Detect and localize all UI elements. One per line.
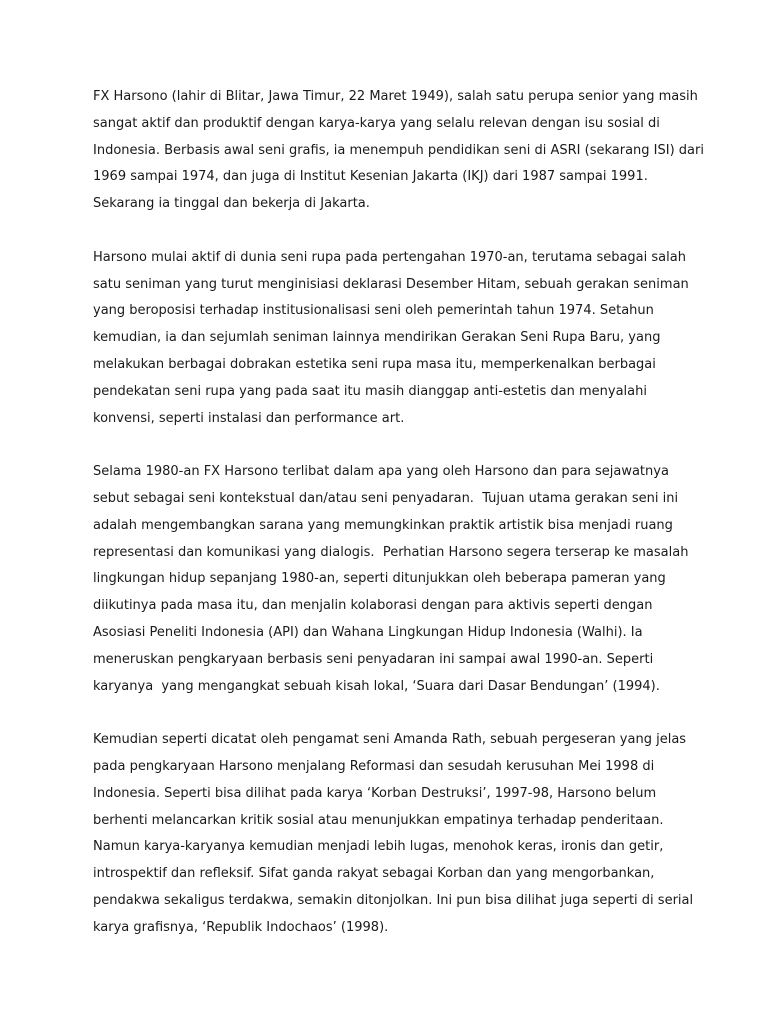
- text-line: introspektif dan refleksif. Sifat ganda rakyat sebagai Korban dan yang mengorbankan,: [93, 866, 655, 882]
- text-line: Namun karya-karyanya kemudian menjadi lebih lugas, menohok keras, ironis dan getir,: [93, 839, 664, 855]
- text-line: sebut sebagai seni kontekstual dan/atau seni penyadaran. Tujuan utama gerakan seni ini: [93, 490, 679, 506]
- text-line: berhenti melancarkan kritik sosial atau menunjukkan empatinya terhadap penderitaan.: [93, 812, 664, 828]
- text-line: representasi dan komunikasi yang dialogis. Perhatian Harsono segera terserap ke masalah: [93, 544, 689, 560]
- text-line: pada pengkaryaan Harsono menjalang Reformasi dan sesudah kerusuhan Mei 1998 di: [93, 758, 655, 774]
- text-line: satu seniman yang turut menginisiasi deklarasi Desember Hitam, sebuah gerakan seniman: [93, 276, 689, 292]
- text-line: karya grafisnya, ‘Republik Indochaos’ (1998).: [93, 919, 389, 935]
- paragraph-1: [93, 84, 704, 218]
- text-line: 1969 sampai 1974, dan juga di Institut Kesenian Jakarta (IKJ) dari 1987 sampai 1991.: [93, 169, 648, 185]
- text-line: kemudian, ia dan sejumlah seniman lainnya mendirikan Gerakan Seni Rupa Baru, yang: [93, 330, 661, 346]
- text-line: sangat aktif dan produktif dengan karya-karya yang selalu relevan dengan isu sosial di: [93, 115, 660, 131]
- paragraph-2: [93, 245, 689, 433]
- text-line: Asosiasi Peneliti Indonesia (API) dan Wahana Lingkungan Hidup Indonesia (Walhi). Ia: [93, 624, 643, 640]
- text-line: Indonesia. Berbasis awal seni grafis, ia menempuh pendidikan seni di ASRI (sekarang ISI) dari: [93, 142, 704, 158]
- text-line: Sekarang ia tinggal dan bekerja di Jakarta.: [93, 196, 370, 212]
- text-line: adalah mengembangkan sarana yang memungkinkan praktik artistik bisa menjadi ruang: [93, 517, 673, 533]
- text-line: meneruskan pengkaryaan berbasis seni penyadaran ini sampai awal 1990-an. Seperti: [93, 651, 654, 667]
- text-line: diikutinya pada masa itu, dan menjalin kolaborasi dengan para aktivis seperti dengan: [93, 598, 653, 614]
- text-line: pendekatan seni rupa yang pada saat itu masih dianggap anti-estetis dan menyalahi: [93, 383, 647, 399]
- document-body: [93, 84, 704, 968]
- text-line: Selama 1980-an FX Harsono terlibat dalam apa yang oleh Harsono dan para sejawatnya: [93, 464, 669, 480]
- paragraph-3: [93, 459, 689, 700]
- text-line: karyanya yang mengangkat sebuah kisah lokal, ‘Suara dari Dasar Bendungan’ (1994).: [93, 678, 660, 694]
- text-line: Kemudian seperti dicatat oleh pengamat seni Amanda Rath, sebuah pergeseran yang jelas: [93, 732, 687, 748]
- paragraph-4: [93, 727, 694, 941]
- text-line: Indonesia. Seperti bisa dilihat pada karya ‘Korban Destruksi’, 1997-98, Harsono belum: [93, 785, 657, 801]
- text-line: lingkungan hidup sepanjang 1980-an, seperti ditunjukkan oleh beberapa pameran yang: [93, 571, 666, 587]
- text-line: FX Harsono (lahir di Blitar, Jawa Timur, 22 Maret 1949), salah satu perupa senior yang masih: [93, 89, 698, 104]
- text-line: Harsono mulai aktif di dunia seni rupa pada pertengahan 1970-an, terutama sebagai salah: [93, 249, 686, 265]
- text-line: yang beroposisi terhadap institusionalisasi seni oleh pemerintah tahun 1974. Setahun: [93, 303, 654, 319]
- text-line: pendakwa sekaligus terdakwa, semakin ditonjolkan. Ini pun bisa dilihat juga seperti di serial: [93, 892, 694, 908]
- text-line: melakukan berbagai dobrakan estetika seni rupa masa itu, memperkenalkan berbagai: [93, 356, 656, 372]
- text-line: konvensi, seperti instalasi dan performance art.: [93, 410, 405, 426]
